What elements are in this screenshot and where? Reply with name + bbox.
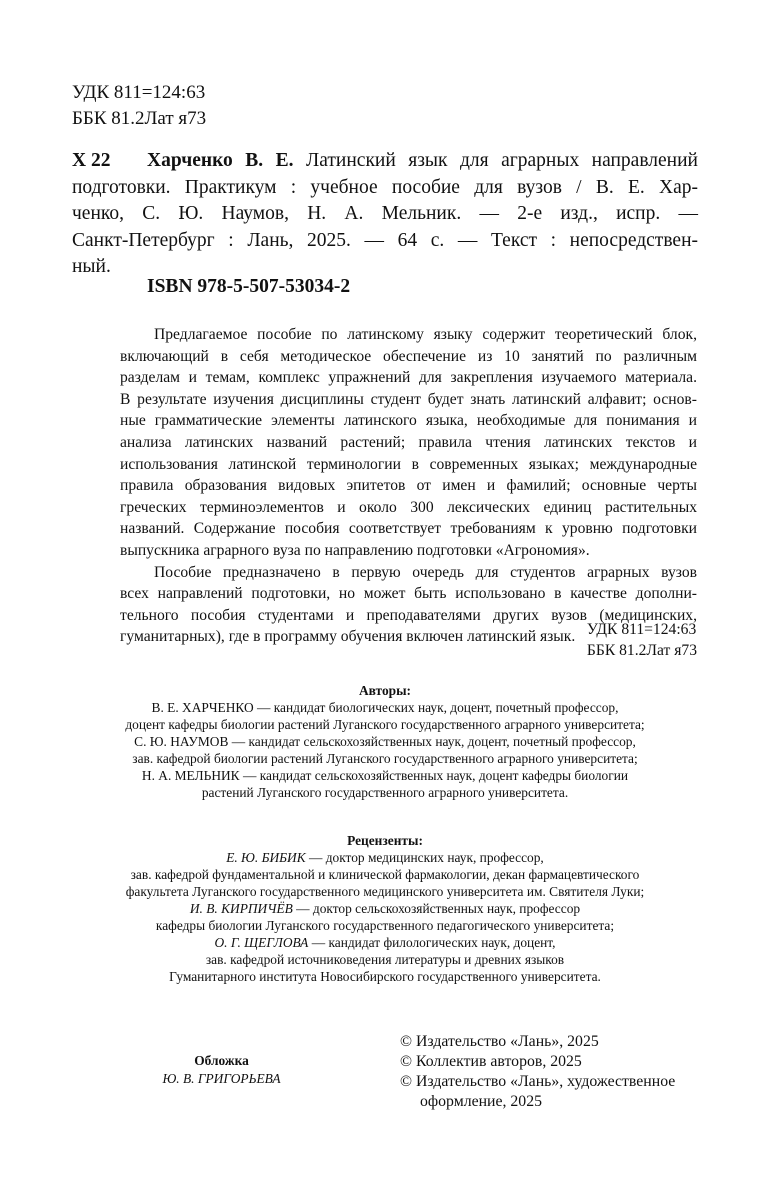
abstract-line: разделам и темам, комплекс упражнений для закрепления изучаемого материала. [120,369,697,387]
reviewer-line: зав. кафедрой источниковедения литературы и древних языков [205,952,565,967]
description-line: Санкт-Петербург : Лань, 2025. — 64 с. — Текст : непосредствен- [72,229,698,251]
abstract-line: тельного пособия студентами и преподавателями других вузов (медицинских, [120,606,697,624]
authors-heading: Авторы: [358,683,412,698]
copyright-line: оформление, 2025 [420,1093,542,1110]
classification-codes-right [587,619,697,661]
bbk-code: ББК 81.2Лат я73 [72,108,207,129]
description-line: Харченко В. Е. Латинский язык для аграрных направлений [147,150,698,171]
reviewer-line: О. Г. ЩЕГЛОВА — кандидат филологических наук, доцент, [214,935,556,950]
abstract-line: Предлагаемое пособие по латинскому языку содержит теоретический блок, [154,326,697,343]
isbn: ISBN 978-5-507-53034-2 [147,276,351,297]
reviewer-line: зав. кафедрой фундаментальной и клинической фармакологии, декан фармацевтического [130,867,640,882]
reviewer-name: И. В. КИРПИЧЁВ [189,901,293,916]
authors-block [72,682,698,801]
abstract-line: Пособие предназначено в первую очередь для студентов аграрных вузов [154,563,697,581]
abstract-line: гуманитарных), где в программу обучения включен латинский язык. [120,628,576,646]
abstract-line: использования латинской терминологии в современных языках; международные [120,455,697,473]
abstract-line: греческих терминоэлементов и около 300 лексических единиц растительных [120,498,697,516]
abstract-line: ные грамматические элементы латинского языка, необходимые для понимания и [120,412,697,430]
abstract-line: правила образования видовых эпитетов от имен и фамилий; основные черты [120,477,697,495]
udk-code: УДК 811=124:63 [586,621,697,638]
abstract-line: выпускника аграрного вуза по направлению подготовки «Агрономия». [120,541,590,559]
reviewer-line: кафедры биологии Луганского государственного педагогического университета; [155,918,615,933]
description-line: подготовки. Практикум : учебное пособие для вузов / В. Е. Хар- [72,176,698,198]
entry-author: Харченко В. Е. [147,150,294,171]
abstract-line: всех направлений подготовки, но может быть использовано в качестве дополни- [120,585,697,603]
catalog-entry [72,148,698,281]
reviewer-name: Е. Ю. БИБИК [226,850,306,865]
description-line: ченко, С. Ю. Наумов, Н. А. Мельник. — 2-е изд., испр. — [72,203,698,224]
cover-heading: Обложка [194,1053,249,1068]
cover-designer: Ю. В. ГРИГОРЬЕВА [162,1071,281,1086]
author-line: Н. А. МЕЛЬНИК — кандидат сельскохозяйственных наук, доцент кафедры биологии [141,768,629,783]
reviewer-line: Е. Ю. БИБИК — доктор медицинских наук, профессор, [226,850,544,865]
abstract-line: названий. Содержание пособия соответствует требованиям к уровню подготовки [120,520,697,538]
reviewers-heading: Рецензенты: [347,833,423,848]
reviewer-line: Гуманитарного института Новосибирского государственного университета. [169,969,601,984]
bbk-code: ББК 81.2Лат я73 [586,642,697,659]
description-line: ный. [72,256,111,277]
udk-code: УДК 811=124:63 [72,82,206,103]
classification-codes [72,80,206,132]
reviewer-line: И. В. КИРПИЧЁВ — доктор сельскохозяйственных наук, профессор [189,901,581,916]
author-mark: Х 22 [72,150,111,171]
copyright-line: © Издательство «Лань», 2025 [400,1033,599,1050]
copyright-line: © Издательство «Лань», художественное [400,1073,676,1090]
abstract-line: включающий в себя методическое обеспечение из 10 занятий по различным [120,347,697,365]
abstract-line: В результате изучения дисциплины студент будет знать латинский алфавит; основ- [120,390,697,408]
abstract [120,324,697,648]
reviewer-name: О. Г. ЩЕГЛОВА [214,935,309,950]
reviewer-line: факультета Луганского государственного медицинского университета им. Святителя Луки; [125,884,645,899]
copyright-block [400,1032,675,1112]
author-line: В. Е. ХАРЧЕНКО — кандидат биологических наук, доцент, почетный профессор, [151,700,619,715]
author-line: С. Ю. НАУМОВ — кандидат сельскохозяйственных наук, доцент, почетный профессор, [134,734,636,749]
author-line: растений Луганского государственного аграрного университета. [201,785,569,800]
cover-credit [150,1052,293,1088]
copyright-line: © Коллектив авторов, 2025 [400,1053,582,1070]
author-line: зав. кафедрой биологии растений Луганского государственного аграрного университета; [132,751,638,766]
reviewers-block [72,832,698,985]
author-line: доцент кафедры биологии растений Луганского государственного аграрного университета; [125,717,645,732]
abstract-line: анализа латинских названий растений; правила чтения латинских текстов и [120,433,697,451]
